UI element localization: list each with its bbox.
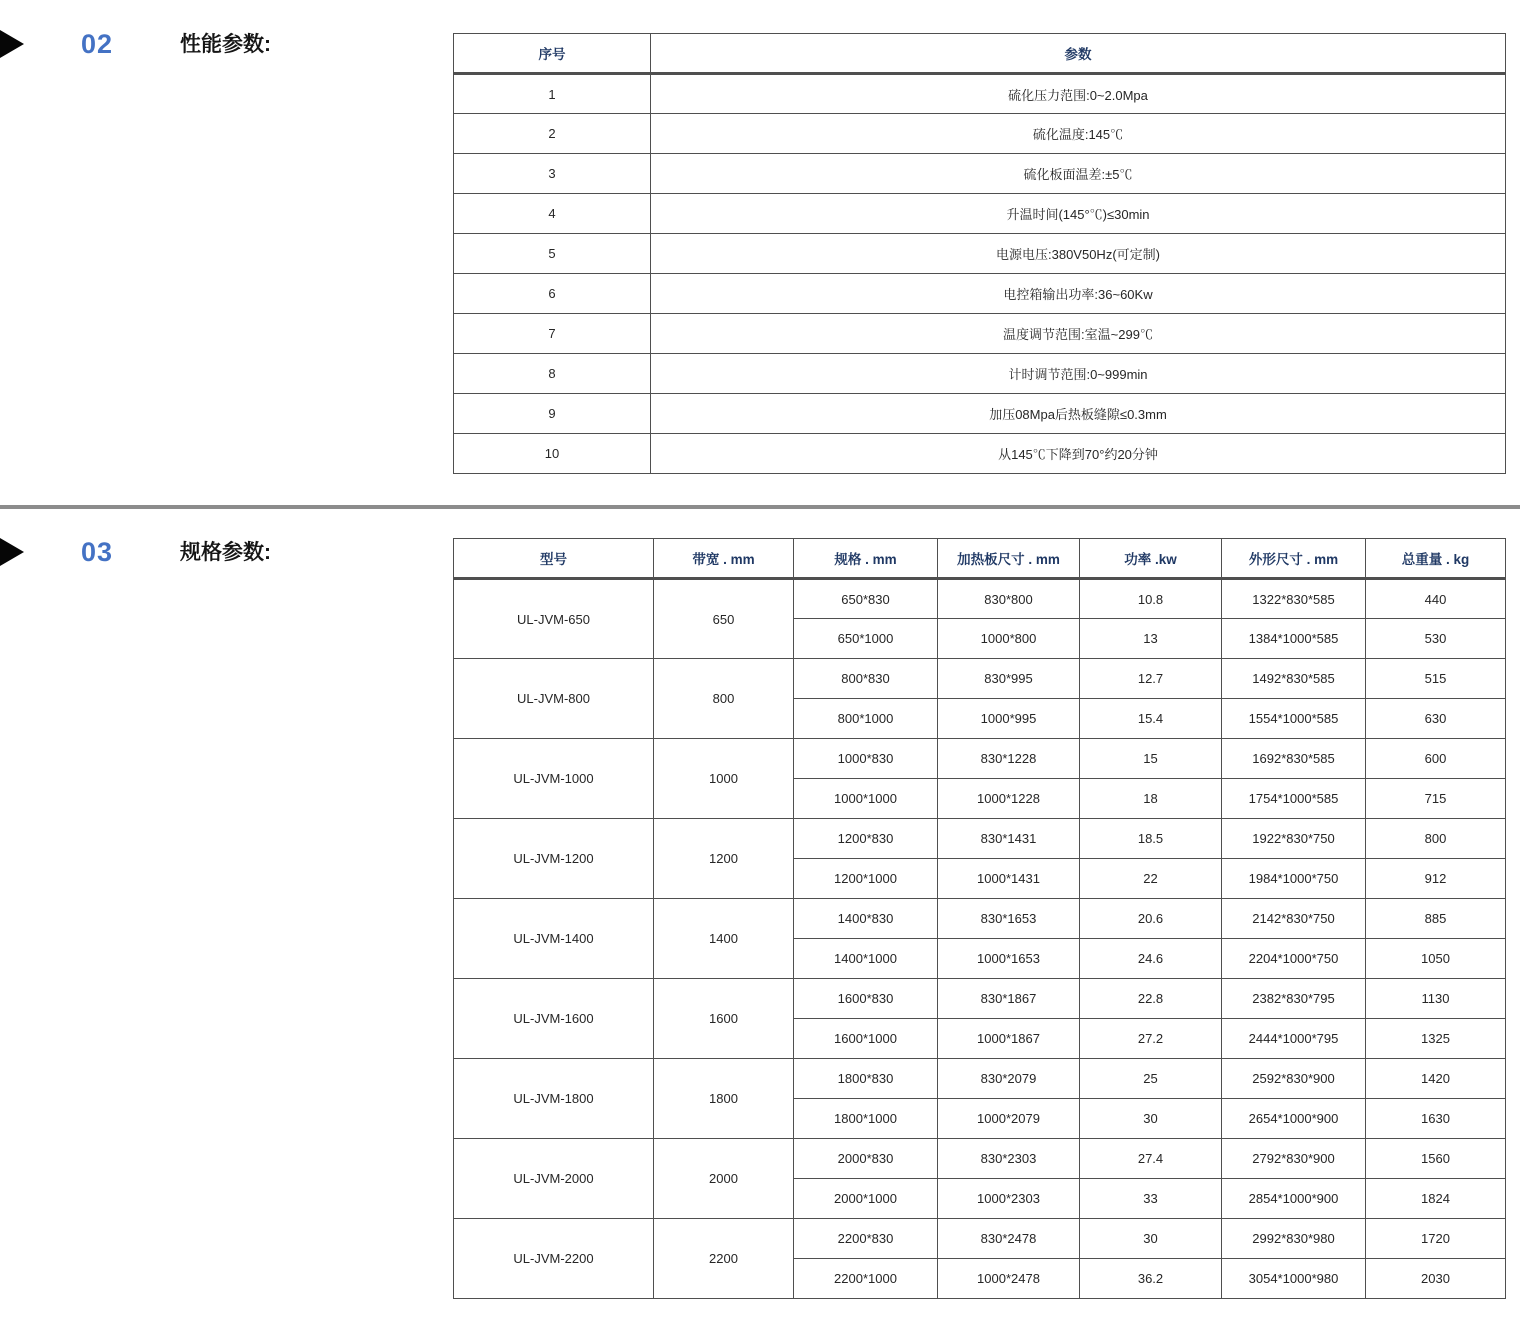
spec-model-cell: UL-JVM-2000 [454, 1139, 654, 1219]
spec-value-cell: 33 [1080, 1179, 1222, 1219]
spec-model-cell: UL-JVM-1800 [454, 1059, 654, 1139]
spec-table [453, 538, 1506, 1299]
spec-value-cell: 36.2 [1080, 1259, 1222, 1299]
spec-value-cell: 2200*830 [794, 1219, 938, 1259]
performance-row-index: 3 [454, 154, 651, 194]
performance-header-row [454, 34, 1506, 74]
performance-row [454, 314, 1506, 354]
performance-column-header: 序号 [454, 34, 651, 74]
spec-column-header: 规格 . mm [794, 539, 938, 579]
spec-value-cell: 18.5 [1080, 819, 1222, 859]
spec-value-cell: 2000*1000 [794, 1179, 938, 1219]
spec-value-cell: 1692*830*585 [1222, 739, 1366, 779]
spec-value-cell: 530 [1366, 619, 1506, 659]
spec-value-cell: 2200*1000 [794, 1259, 938, 1299]
spec-value-cell: 1754*1000*585 [1222, 779, 1366, 819]
spec-bandwidth-cell: 2200 [654, 1219, 794, 1299]
spec-model-cell: UL-JVM-650 [454, 579, 654, 659]
spec-value-cell: 2382*830*795 [1222, 979, 1366, 1019]
spec-value-cell: 1384*1000*585 [1222, 619, 1366, 659]
spec-value-cell: 2854*1000*900 [1222, 1179, 1366, 1219]
spec-value-cell: 1200*1000 [794, 859, 938, 899]
spec-value-cell: 2444*1000*795 [1222, 1019, 1366, 1059]
spec-value-cell: 800*1000 [794, 699, 938, 739]
performance-row-index: 10 [454, 434, 651, 474]
spec-value-cell: 885 [1366, 899, 1506, 939]
spec-value-cell: 830*2303 [938, 1139, 1080, 1179]
performance-row-value: 升温时间(145°℃)≤30min [651, 194, 1506, 234]
spec-value-cell: 1325 [1366, 1019, 1506, 1059]
spec-value-cell: 1922*830*750 [1222, 819, 1366, 859]
spec-bandwidth-cell: 800 [654, 659, 794, 739]
spec-model-cell: UL-JVM-800 [454, 659, 654, 739]
spec-value-cell: 1824 [1366, 1179, 1506, 1219]
spec-bandwidth-cell: 1400 [654, 899, 794, 979]
spec-table-body [454, 579, 1506, 1299]
spec-column-header: 外形尺寸 . mm [1222, 539, 1366, 579]
spec-value-cell: 600 [1366, 739, 1506, 779]
spec-value-cell: 22.8 [1080, 979, 1222, 1019]
spec-value-cell: 1420 [1366, 1059, 1506, 1099]
spec-value-cell: 12.7 [1080, 659, 1222, 699]
spec-value-cell: 1000*2079 [938, 1099, 1080, 1139]
spec-value-cell: 830*1431 [938, 819, 1080, 859]
performance-table-body [454, 74, 1506, 474]
performance-table [453, 33, 1506, 474]
spec-value-cell: 1720 [1366, 1219, 1506, 1259]
spec-value-cell: 13 [1080, 619, 1222, 659]
spec-value-cell: 515 [1366, 659, 1506, 699]
spec-value-cell: 830*1653 [938, 899, 1080, 939]
spec-value-cell: 440 [1366, 579, 1506, 619]
spec-value-cell: 1000*1653 [938, 939, 1080, 979]
spec-header-row [454, 539, 1506, 579]
spec-bandwidth-cell: 650 [654, 579, 794, 659]
section-03-title: 规格参数: [180, 541, 271, 564]
spec-value-cell: 10.8 [1080, 579, 1222, 619]
spec-value-cell: 1600*830 [794, 979, 938, 1019]
performance-row-value: 温度调节范围:室温~299℃ [651, 314, 1506, 354]
spec-model-cell: UL-JVM-2200 [454, 1219, 654, 1299]
performance-row-value: 硫化板面温差:±5℃ [651, 154, 1506, 194]
spec-value-cell: 1630 [1366, 1099, 1506, 1139]
performance-row-index: 8 [454, 354, 651, 394]
performance-row [454, 74, 1506, 114]
spec-value-cell: 2592*830*900 [1222, 1059, 1366, 1099]
spec-value-cell: 1050 [1366, 939, 1506, 979]
spec-value-cell: 2142*830*750 [1222, 899, 1366, 939]
spec-value-cell: 2654*1000*900 [1222, 1099, 1366, 1139]
spec-row [454, 819, 1506, 859]
spec-value-cell: 1560 [1366, 1139, 1506, 1179]
section-03-arrow-icon [0, 538, 24, 566]
performance-row [454, 394, 1506, 434]
spec-value-cell: 1000*1000 [794, 779, 938, 819]
performance-table-head [454, 34, 1506, 74]
spec-bandwidth-cell: 1600 [654, 979, 794, 1059]
spec-value-cell: 20.6 [1080, 899, 1222, 939]
performance-row [454, 354, 1506, 394]
spec-value-cell: 1400*1000 [794, 939, 938, 979]
spec-value-cell: 1984*1000*750 [1222, 859, 1366, 899]
spec-value-cell: 1600*1000 [794, 1019, 938, 1059]
spec-value-cell: 25 [1080, 1059, 1222, 1099]
spec-value-cell: 1000*2303 [938, 1179, 1080, 1219]
section-02-arrow-icon [0, 30, 24, 58]
spec-row [454, 899, 1506, 939]
spec-value-cell: 3054*1000*980 [1222, 1259, 1366, 1299]
spec-value-cell: 2992*830*980 [1222, 1219, 1366, 1259]
spec-value-cell: 715 [1366, 779, 1506, 819]
spec-value-cell: 30 [1080, 1219, 1222, 1259]
spec-model-cell: UL-JVM-1600 [454, 979, 654, 1059]
spec-value-cell: 15 [1080, 739, 1222, 779]
spec-value-cell: 830*1867 [938, 979, 1080, 1019]
spec-value-cell: 1000*830 [794, 739, 938, 779]
section-02-number: 02 [81, 29, 114, 59]
spec-row [454, 579, 1506, 619]
spec-row [454, 1059, 1506, 1099]
performance-row-value: 计时调节范围:0~999min [651, 354, 1506, 394]
spec-value-cell: 1554*1000*585 [1222, 699, 1366, 739]
spec-value-cell: 27.2 [1080, 1019, 1222, 1059]
spec-value-cell: 830*1228 [938, 739, 1080, 779]
spec-value-cell: 18 [1080, 779, 1222, 819]
spec-column-header: 总重量 . kg [1366, 539, 1506, 579]
spec-value-cell: 630 [1366, 699, 1506, 739]
performance-row-index: 4 [454, 194, 651, 234]
spec-value-cell: 1800*1000 [794, 1099, 938, 1139]
spec-column-header: 功率 .kw [1080, 539, 1222, 579]
spec-value-cell: 2792*830*900 [1222, 1139, 1366, 1179]
performance-row [454, 234, 1506, 274]
spec-row [454, 1139, 1506, 1179]
spec-value-cell: 912 [1366, 859, 1506, 899]
spec-row [454, 739, 1506, 779]
spec-value-cell: 22 [1080, 859, 1222, 899]
spec-bandwidth-cell: 1800 [654, 1059, 794, 1139]
spec-row [454, 979, 1506, 1019]
spec-column-header: 加热板尺寸 . mm [938, 539, 1080, 579]
performance-row-index: 5 [454, 234, 651, 274]
spec-table-head [454, 539, 1506, 579]
performance-row-index: 1 [454, 74, 651, 114]
spec-bandwidth-cell: 2000 [654, 1139, 794, 1219]
spec-value-cell: 1000*995 [938, 699, 1080, 739]
performance-column-header: 参数 [651, 34, 1506, 74]
spec-value-cell: 1000*1431 [938, 859, 1080, 899]
performance-row-index: 2 [454, 114, 651, 154]
performance-row-index: 6 [454, 274, 651, 314]
spec-value-cell: 1322*830*585 [1222, 579, 1366, 619]
spec-value-cell: 650*830 [794, 579, 938, 619]
spec-model-cell: UL-JVM-1000 [454, 739, 654, 819]
spec-row [454, 659, 1506, 699]
spec-row [454, 1219, 1506, 1259]
spec-value-cell: 27.4 [1080, 1139, 1222, 1179]
performance-row [454, 114, 1506, 154]
performance-row-value: 加压08Mpa后热板缝隙≤0.3mm [651, 394, 1506, 434]
spec-value-cell: 1492*830*585 [1222, 659, 1366, 699]
spec-value-cell: 2030 [1366, 1259, 1506, 1299]
spec-value-cell: 24.6 [1080, 939, 1222, 979]
spec-column-header: 带宽 . mm [654, 539, 794, 579]
spec-column-header: 型号 [454, 539, 654, 579]
spec-value-cell: 2204*1000*750 [1222, 939, 1366, 979]
section-divider [0, 505, 1520, 509]
spec-value-cell: 830*2079 [938, 1059, 1080, 1099]
spec-value-cell: 650*1000 [794, 619, 938, 659]
spec-value-cell: 830*2478 [938, 1219, 1080, 1259]
spec-value-cell: 1000*1228 [938, 779, 1080, 819]
performance-row-value: 从145℃下降到70°约20分钟 [651, 434, 1506, 474]
performance-row-value: 硫化温度:145℃ [651, 114, 1506, 154]
spec-value-cell: 1000*1867 [938, 1019, 1080, 1059]
spec-value-cell: 800*830 [794, 659, 938, 699]
performance-row-value: 电源电压:380V50Hz(可定制) [651, 234, 1506, 274]
spec-value-cell: 1000*2478 [938, 1259, 1080, 1299]
spec-value-cell: 1000*800 [938, 619, 1080, 659]
spec-value-cell: 30 [1080, 1099, 1222, 1139]
spec-value-cell: 1400*830 [794, 899, 938, 939]
spec-value-cell: 830*995 [938, 659, 1080, 699]
spec-value-cell: 2000*830 [794, 1139, 938, 1179]
performance-row-index: 9 [454, 394, 651, 434]
spec-model-cell: UL-JVM-1200 [454, 819, 654, 899]
performance-row-value: 电控箱输出功率:36~60Kw [651, 274, 1506, 314]
performance-row [454, 274, 1506, 314]
spec-value-cell: 1200*830 [794, 819, 938, 859]
performance-row-index: 7 [454, 314, 651, 354]
spec-value-cell: 1130 [1366, 979, 1506, 1019]
spec-value-cell: 830*800 [938, 579, 1080, 619]
spec-bandwidth-cell: 1000 [654, 739, 794, 819]
performance-row [454, 154, 1506, 194]
spec-model-cell: UL-JVM-1400 [454, 899, 654, 979]
performance-row [454, 434, 1506, 474]
performance-row-value: 硫化压力范围:0~2.0Mpa [651, 74, 1506, 114]
section-02-title: 性能参数: [180, 33, 271, 56]
spec-value-cell: 1800*830 [794, 1059, 938, 1099]
spec-bandwidth-cell: 1200 [654, 819, 794, 899]
performance-row [454, 194, 1506, 234]
section-03-number: 03 [81, 537, 114, 567]
spec-value-cell: 15.4 [1080, 699, 1222, 739]
spec-value-cell: 800 [1366, 819, 1506, 859]
